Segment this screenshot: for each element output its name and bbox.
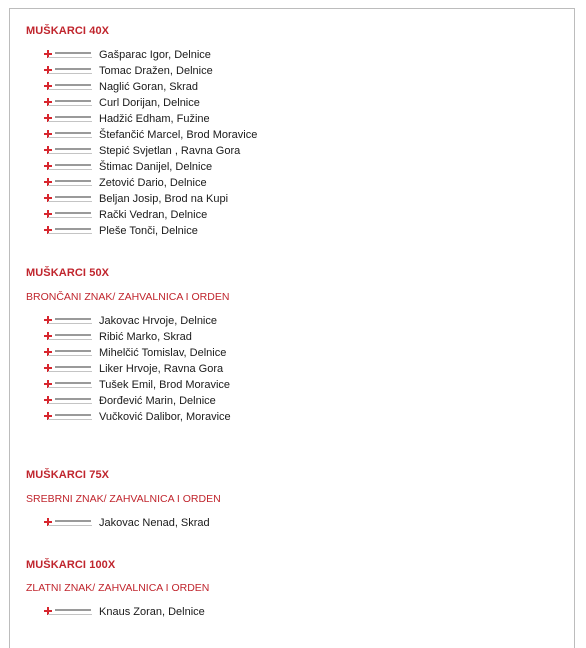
section-title-75x: MUŠKARCI 75X: [26, 469, 110, 481]
red-cross-logo-icon: [44, 49, 94, 61]
donor-list-75x: [44, 515, 210, 531]
list-item: [44, 377, 231, 393]
section-title-100x: MUŠKARCI 100X: [26, 559, 116, 571]
red-cross-logo-icon: [44, 363, 94, 375]
list-item: [44, 345, 231, 361]
section-subtitle-50x: BRONČANI ZNAK/ ZAHVALNICA I ORDEN: [26, 291, 230, 303]
donor-name: Štefančić Marcel, Brod Moravice: [99, 129, 258, 141]
donor-name: Tomac Dražen, Delnice: [99, 65, 213, 77]
list-item: [44, 159, 257, 175]
list-item: [44, 47, 257, 63]
list-item: [44, 191, 257, 207]
list-item: [44, 111, 257, 127]
section-subtitle-75x: SREBRNI ZNAK/ ZAHVALNICA I ORDEN: [26, 493, 221, 505]
red-cross-logo-icon: [44, 65, 94, 77]
list-item: [44, 313, 231, 329]
section-title-40x: MUŠKARCI 40X: [26, 25, 110, 37]
list-item: [44, 175, 257, 191]
donor-name: Curl Dorijan, Delnice: [99, 97, 200, 109]
donor-name: Rački Vedran, Delnice: [99, 209, 208, 221]
list-item: [44, 95, 257, 111]
red-cross-logo-icon: [44, 347, 94, 359]
red-cross-logo-icon: [44, 209, 94, 221]
document-page: [9, 8, 575, 648]
donor-name: Mihelčić Tomislav, Delnice: [99, 347, 227, 359]
red-cross-logo-icon: [44, 161, 94, 173]
red-cross-logo-icon: [44, 411, 94, 423]
donor-name: Liker Hrvoje, Ravna Gora: [99, 363, 224, 375]
donor-name: Tušek Emil, Brod Moravice: [99, 379, 231, 391]
donor-list-50x: [44, 313, 231, 425]
red-cross-logo-icon: [44, 129, 94, 141]
donor-name: Jakovac Nenad, Skrad: [99, 517, 210, 529]
red-cross-logo-icon: [44, 315, 94, 327]
donor-name: Zetović Dario, Delnice: [99, 177, 207, 189]
list-item: [44, 329, 231, 345]
donor-name: Pleše Tonči, Delnice: [99, 225, 198, 237]
red-cross-logo-icon: [44, 225, 94, 237]
donor-name: Jakovac Hrvoje, Delnice: [99, 315, 217, 327]
donor-name: Naglić Goran, Skrad: [99, 81, 199, 93]
donor-name: Ribić Marko, Skrad: [99, 331, 192, 343]
list-item: [44, 127, 257, 143]
list-item: [44, 409, 231, 425]
donor-name: Štimac Danijel, Delnice: [99, 161, 213, 173]
red-cross-logo-icon: [44, 81, 94, 93]
list-item: [44, 515, 210, 531]
donor-name: Đorđević Marin, Delnice: [99, 395, 216, 407]
list-item: [44, 207, 257, 223]
list-item: [44, 361, 231, 377]
list-item: [44, 604, 205, 620]
red-cross-logo-icon: [44, 331, 94, 343]
list-item: [44, 79, 257, 95]
list-item: [44, 393, 231, 409]
section-subtitle-100x: ZLATNI ZNAK/ ZAHVALNICA I ORDEN: [26, 582, 210, 594]
red-cross-logo-icon: [44, 97, 94, 109]
red-cross-logo-icon: [44, 379, 94, 391]
list-item: [44, 223, 257, 239]
donor-name: Hadžić Edham, Fužine: [99, 113, 210, 125]
donor-name: Stepić Svjetlan , Ravna Gora: [99, 145, 241, 157]
list-item: [44, 63, 257, 79]
red-cross-logo-icon: [44, 395, 94, 407]
section-title-50x: MUŠKARCI 50X: [26, 267, 110, 279]
donor-list-100x: [44, 604, 205, 620]
donor-name: Gašparac Igor, Delnice: [99, 49, 211, 61]
donor-list-40x: [44, 47, 257, 239]
red-cross-logo-icon: [44, 606, 94, 618]
red-cross-logo-icon: [44, 517, 94, 529]
red-cross-logo-icon: [44, 145, 94, 157]
red-cross-logo-icon: [44, 193, 94, 205]
donor-name: Vučković Dalibor, Moravice: [99, 411, 231, 423]
donor-name: Knaus Zoran, Delnice: [99, 606, 205, 618]
red-cross-logo-icon: [44, 113, 94, 125]
red-cross-logo-icon: [44, 177, 94, 189]
donor-name: Beljan Josip, Brod na Kupi: [99, 193, 229, 205]
list-item: [44, 143, 257, 159]
